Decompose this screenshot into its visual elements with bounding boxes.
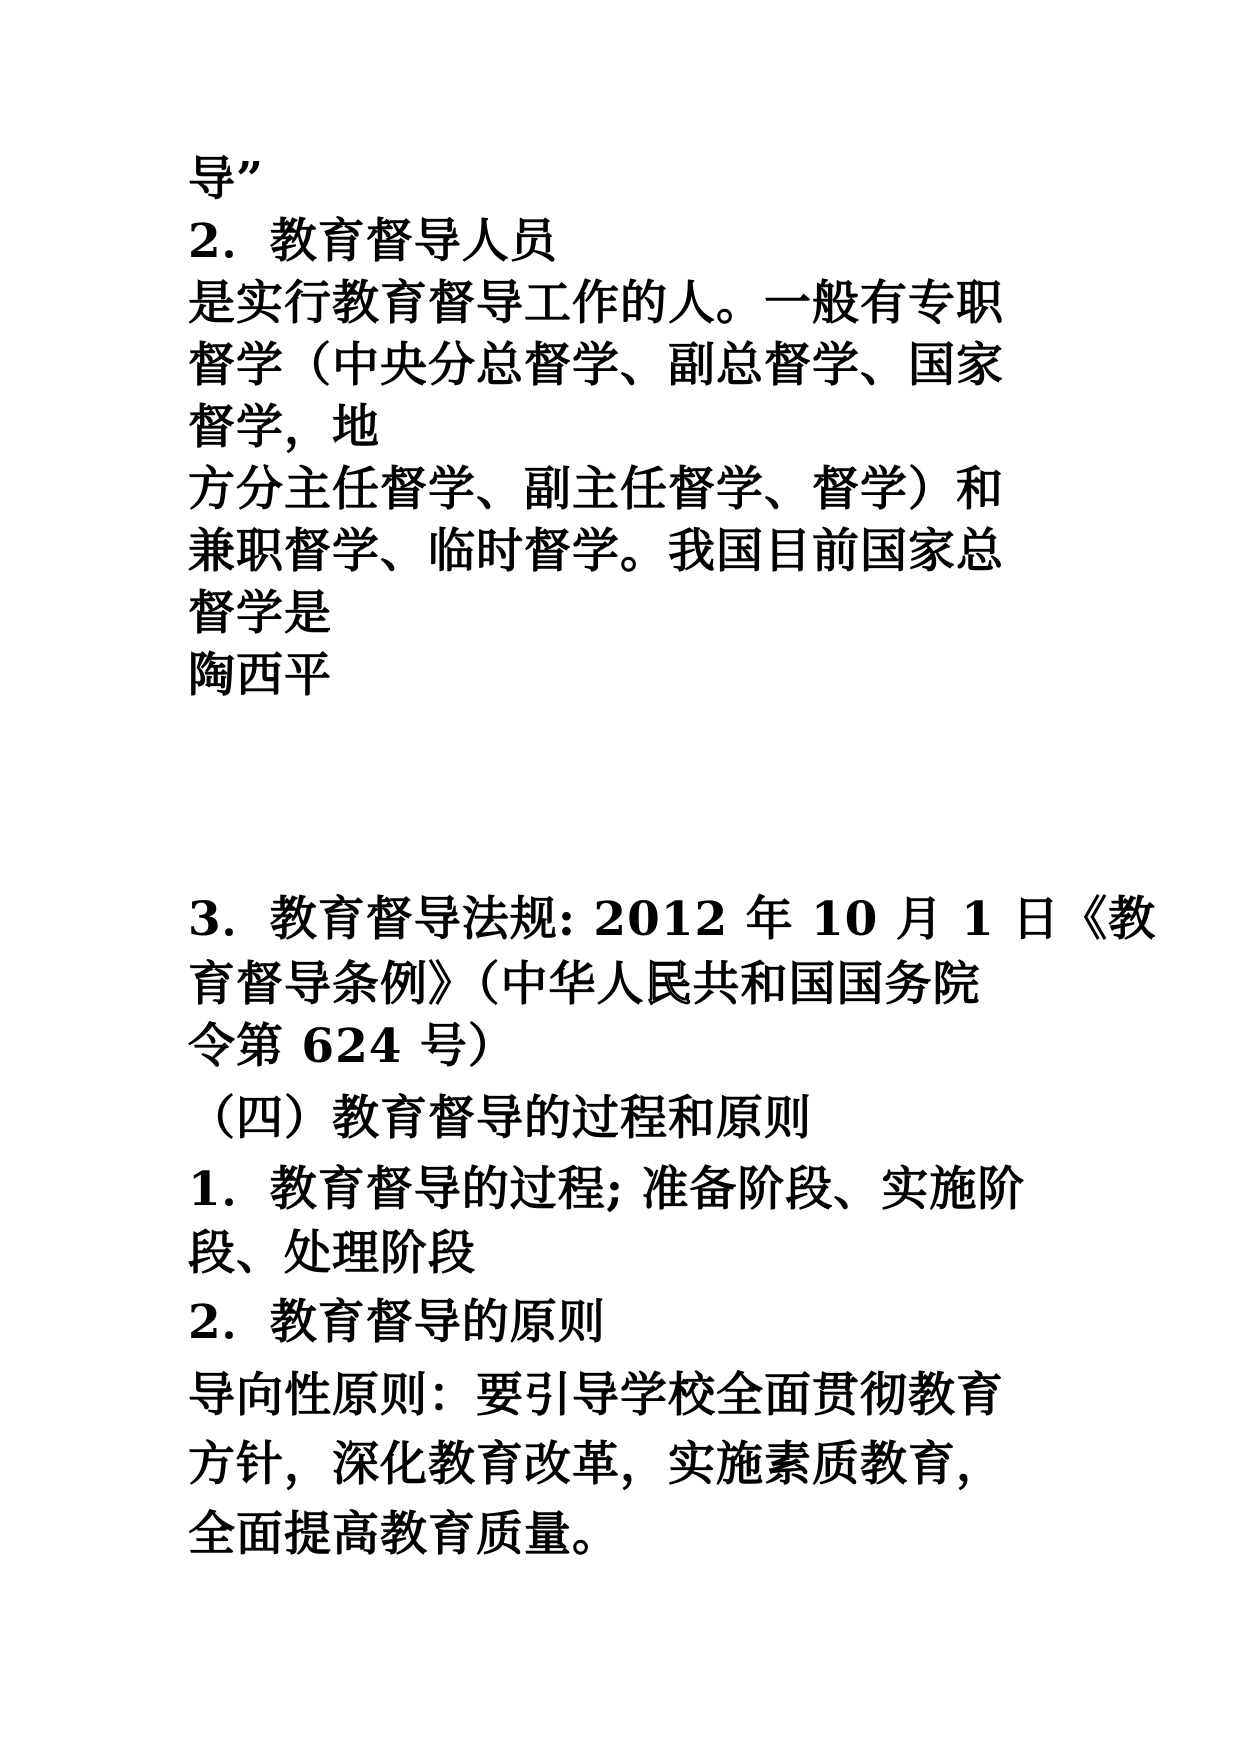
outlined-character: 民: [644, 957, 693, 1012]
text-line: 督学，地: [188, 400, 380, 455]
text-line: 导向性原则：要引导学校全面贯彻教育: [188, 1368, 1004, 1423]
text-line: 段、处理阶段: [188, 1226, 476, 1281]
text-line: 令第 624 号）: [188, 1019, 516, 1074]
section-heading: （四）教育督导的过程和原则: [188, 1091, 812, 1146]
text-segment: 共和国国务院: [692, 957, 981, 1012]
text-line: 方针，深化教育改革，实施素质教育，: [188, 1437, 1004, 1492]
text-line: 督学是: [188, 586, 332, 641]
text-line: 兼职督学、临时督学。我国目前国家总: [188, 524, 1004, 579]
text-segment: 育督导条例》（中华人: [188, 957, 645, 1012]
text-line: 全面提高教育质量。: [188, 1507, 620, 1562]
text-line: 督学（中央分总督学、副总督学、国家: [188, 338, 1004, 393]
text-line: 1．教育督导的过程; 准备阶段、实施阶: [188, 1162, 1026, 1217]
section-heading: 2．教育督导人员: [188, 214, 558, 269]
text-line: 方分主任督学、副主任督学、督学）和: [188, 462, 1004, 517]
text-line: 导”: [188, 152, 265, 207]
text-line: [188, 955, 1068, 1015]
text-line: 陶西平: [188, 648, 332, 703]
section-heading: 2．教育督导的原则: [188, 1295, 606, 1350]
text-line: 是实行教育督导工作的人。一般有专职: [188, 276, 1004, 331]
section-heading: 3．教育督导法规: 2012 年 10 月 1 日《教: [188, 892, 1157, 947]
